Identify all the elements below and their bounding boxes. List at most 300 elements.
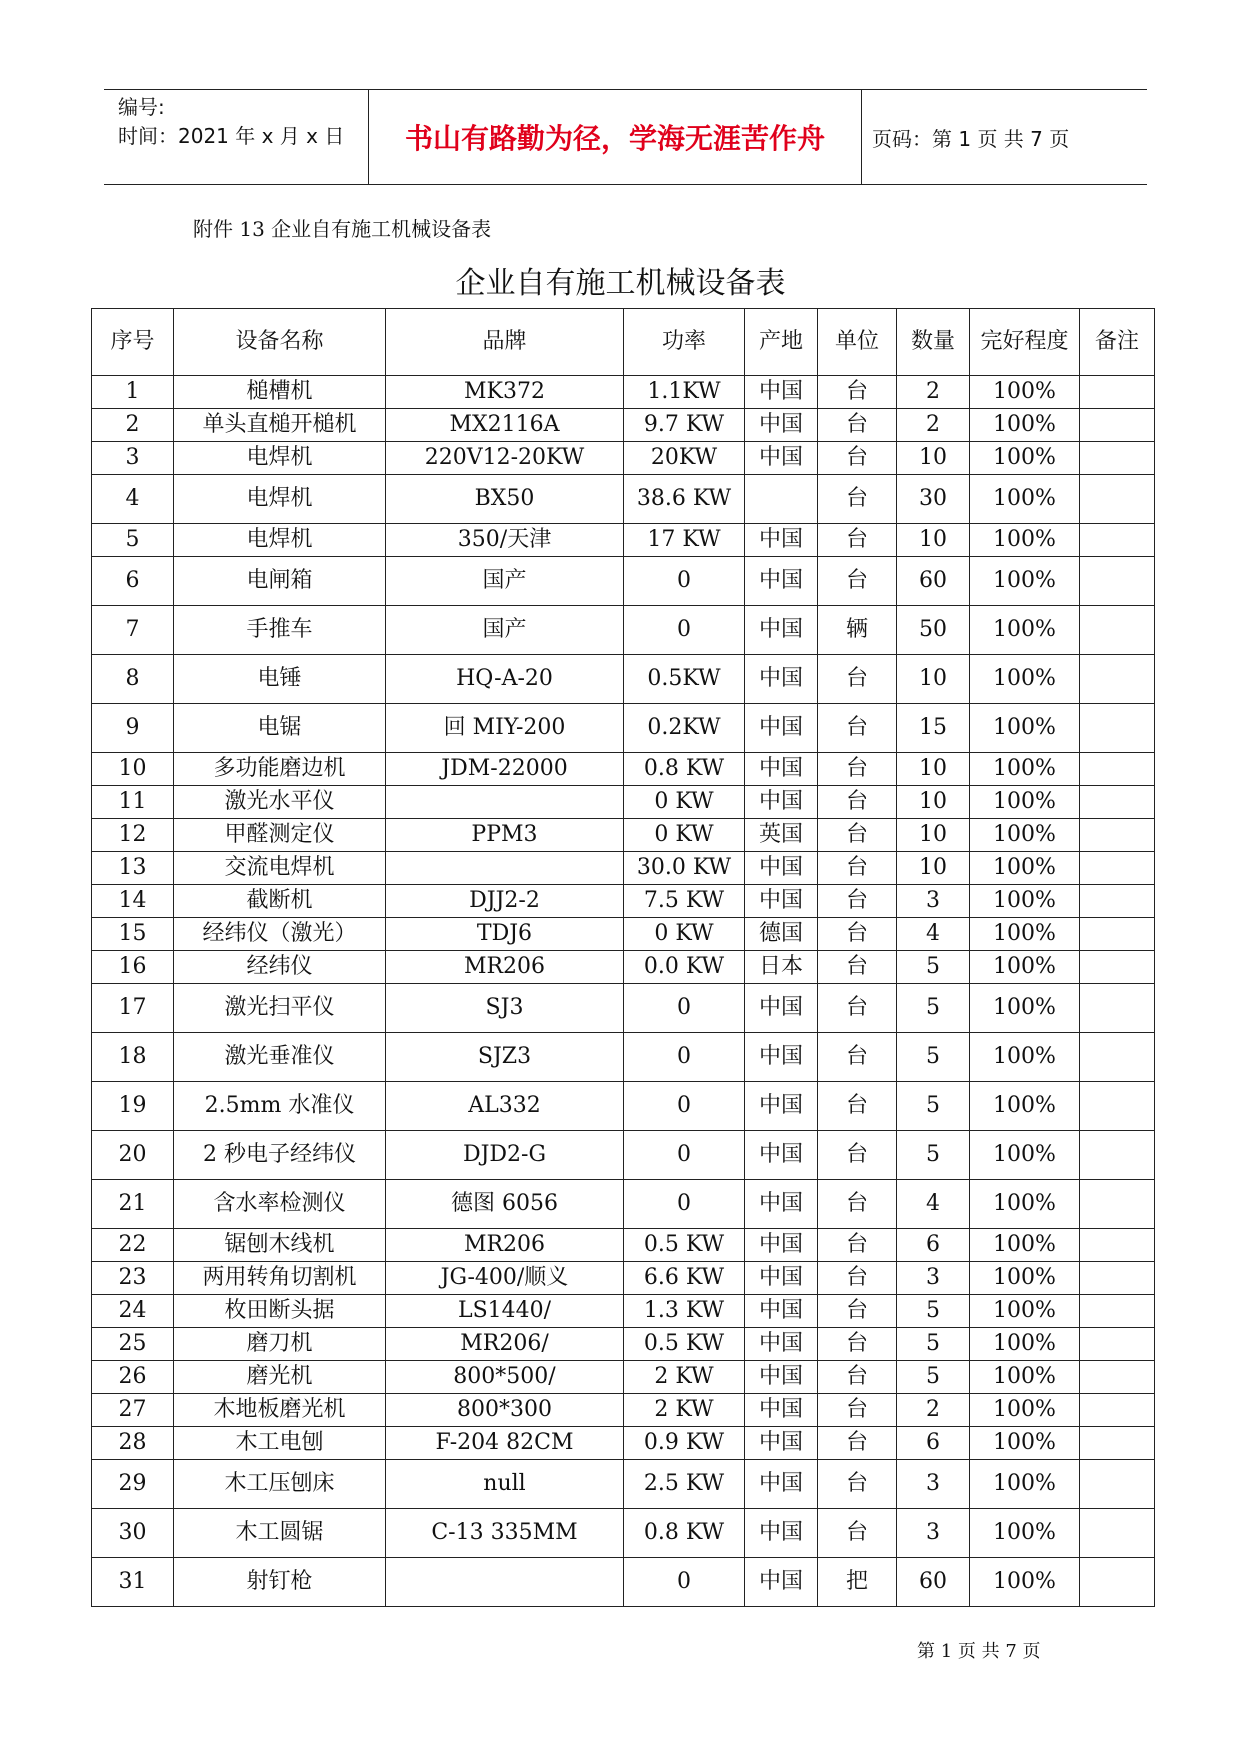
cell-qty: 5 — [897, 1082, 970, 1131]
cell-name: 电锤 — [174, 655, 386, 704]
cell-origin: 中国 — [745, 409, 818, 442]
cell-name: 电焊机 — [174, 442, 386, 475]
cell-origin: 中国 — [745, 1082, 818, 1131]
cell-qty: 10 — [897, 524, 970, 557]
cell-condition: 100% — [970, 786, 1080, 819]
cell-name: 电闸箱 — [174, 557, 386, 606]
cell-condition: 100% — [970, 376, 1080, 409]
cell-note — [1080, 376, 1155, 409]
cell-origin: 中国 — [745, 1229, 818, 1262]
cell-brand: SJZ3 — [386, 1033, 624, 1082]
cell-brand: 800*300 — [386, 1394, 624, 1427]
cell-power: 6.6 KW — [624, 1262, 745, 1295]
cell-condition: 100% — [970, 1460, 1080, 1509]
document-title: 企业自有施工机械设备表 — [455, 266, 786, 301]
cell-qty: 5 — [897, 1033, 970, 1082]
cell-name: 木工压刨床 — [174, 1460, 386, 1509]
cell-power: 0.8 KW — [624, 753, 745, 786]
cell-condition: 100% — [970, 1131, 1080, 1180]
cell-qty: 60 — [897, 1558, 970, 1607]
cell-brand — [386, 852, 624, 885]
cell-name: 射钉枪 — [174, 1558, 386, 1607]
cell-power: 0 — [624, 1558, 745, 1607]
table-row — [92, 1558, 1155, 1607]
table-row — [92, 1509, 1155, 1558]
cell-no: 12 — [92, 819, 174, 852]
cell-unit: 台 — [818, 475, 897, 524]
cell-power: 0 KW — [624, 786, 745, 819]
cell-name: 激光垂准仪 — [174, 1033, 386, 1082]
cell-name: 两用转角切割机 — [174, 1262, 386, 1295]
cell-condition: 100% — [970, 1180, 1080, 1229]
cell-origin: 中国 — [745, 1180, 818, 1229]
cell-unit: 台 — [818, 984, 897, 1033]
cell-qty: 3 — [897, 885, 970, 918]
cell-name: 单头直槌开槌机 — [174, 409, 386, 442]
cell-brand: MR206 — [386, 1229, 624, 1262]
cell-note — [1080, 442, 1155, 475]
cell-condition: 100% — [970, 606, 1080, 655]
cell-power: 0 KW — [624, 918, 745, 951]
table-row — [92, 1229, 1155, 1262]
cell-condition: 100% — [970, 655, 1080, 704]
cell-no: 17 — [92, 984, 174, 1033]
cell-name: 含水率检测仪 — [174, 1180, 386, 1229]
cell-no: 15 — [92, 918, 174, 951]
cell-no: 8 — [92, 655, 174, 704]
cell-qty: 3 — [897, 1262, 970, 1295]
cell-unit: 台 — [818, 753, 897, 786]
code-label: 编号: — [118, 95, 165, 119]
equipment-table — [91, 308, 1155, 1607]
cell-unit: 台 — [818, 1131, 897, 1180]
table-row — [92, 606, 1155, 655]
cell-no: 3 — [92, 442, 174, 475]
cell-condition: 100% — [970, 951, 1080, 984]
cell-no: 26 — [92, 1361, 174, 1394]
cell-power: 2 KW — [624, 1361, 745, 1394]
table-row — [92, 1295, 1155, 1328]
cell-brand: MR206/ — [386, 1328, 624, 1361]
cell-qty: 5 — [897, 984, 970, 1033]
cell-condition: 100% — [970, 442, 1080, 475]
cell-brand: PPM3 — [386, 819, 624, 852]
cell-origin: 中国 — [745, 984, 818, 1033]
cell-power: 0 KW — [624, 819, 745, 852]
cell-qty: 4 — [897, 1180, 970, 1229]
cell-qty: 2 — [897, 409, 970, 442]
col-header-qty: 数量 — [897, 309, 970, 376]
cell-name: 木地板磨光机 — [174, 1394, 386, 1427]
cell-brand: SJ3 — [386, 984, 624, 1033]
cell-note — [1080, 1509, 1155, 1558]
cell-origin: 德国 — [745, 918, 818, 951]
cell-unit: 台 — [818, 918, 897, 951]
cell-power: 0.0 KW — [624, 951, 745, 984]
cell-unit: 台 — [818, 1509, 897, 1558]
cell-unit: 台 — [818, 655, 897, 704]
cell-name: 磨光机 — [174, 1361, 386, 1394]
table-row — [92, 376, 1155, 409]
cell-no: 24 — [92, 1295, 174, 1328]
cell-brand: 德图 6056 — [386, 1180, 624, 1229]
cell-name: 截断机 — [174, 885, 386, 918]
cell-note — [1080, 1558, 1155, 1607]
cell-brand: LS1440/ — [386, 1295, 624, 1328]
col-header-no: 序号 — [92, 309, 174, 376]
cell-power: 0 — [624, 1131, 745, 1180]
cell-note — [1080, 606, 1155, 655]
cell-note — [1080, 918, 1155, 951]
cell-qty: 15 — [897, 704, 970, 753]
cell-name: 木工圆锯 — [174, 1509, 386, 1558]
cell-note — [1080, 1131, 1155, 1180]
header-motto: 书山有路勤为径，学海无涯苦作舟 — [404, 122, 825, 155]
cell-name: 交流电焊机 — [174, 852, 386, 885]
cell-power: 2 KW — [624, 1394, 745, 1427]
cell-power: 7.5 KW — [624, 885, 745, 918]
col-header-brand: 品牌 — [386, 309, 624, 376]
table-row — [92, 475, 1155, 524]
cell-brand: 回 MIY-200 — [386, 704, 624, 753]
cell-note — [1080, 1394, 1155, 1427]
cell-note — [1080, 1295, 1155, 1328]
cell-qty: 10 — [897, 819, 970, 852]
cell-condition: 100% — [970, 409, 1080, 442]
cell-origin: 中国 — [745, 1427, 818, 1460]
cell-origin: 中国 — [745, 1295, 818, 1328]
cell-no: 22 — [92, 1229, 174, 1262]
cell-unit: 辆 — [818, 606, 897, 655]
cell-qty: 2 — [897, 1394, 970, 1427]
cell-condition: 100% — [970, 885, 1080, 918]
cell-qty: 30 — [897, 475, 970, 524]
cell-qty: 5 — [897, 1131, 970, 1180]
cell-qty: 3 — [897, 1509, 970, 1558]
page-footer: 第 1 页 共 7 页 — [917, 1641, 1041, 1662]
cell-no: 21 — [92, 1180, 174, 1229]
table-header-row — [92, 309, 1155, 376]
cell-origin: 中国 — [745, 1509, 818, 1558]
cell-power: 0.9 KW — [624, 1427, 745, 1460]
cell-name: 多功能磨边机 — [174, 753, 386, 786]
cell-note — [1080, 655, 1155, 704]
cell-brand: F-204 82CM — [386, 1427, 624, 1460]
cell-qty: 3 — [897, 1460, 970, 1509]
cell-origin — [745, 475, 818, 524]
header-meta — [118, 93, 344, 151]
cell-brand: JDM-22000 — [386, 753, 624, 786]
table-row — [92, 557, 1155, 606]
cell-power: 0 — [624, 1180, 745, 1229]
header-page-number: 页码：第 1 页 共 7 页 — [872, 126, 1070, 151]
cell-brand: HQ-A-20 — [386, 655, 624, 704]
cell-note — [1080, 704, 1155, 753]
col-header-power: 功率 — [624, 309, 745, 376]
cell-condition: 100% — [970, 819, 1080, 852]
cell-brand: null — [386, 1460, 624, 1509]
cell-unit: 台 — [818, 819, 897, 852]
cell-condition: 100% — [970, 753, 1080, 786]
cell-note — [1080, 786, 1155, 819]
cell-origin: 中国 — [745, 1328, 818, 1361]
cell-condition: 100% — [970, 1262, 1080, 1295]
table-row — [92, 852, 1155, 885]
cell-note — [1080, 1229, 1155, 1262]
cell-condition: 100% — [970, 524, 1080, 557]
cell-name: 电焊机 — [174, 475, 386, 524]
cell-qty: 60 — [897, 557, 970, 606]
cell-origin: 中国 — [745, 1558, 818, 1607]
cell-no: 31 — [92, 1558, 174, 1607]
cell-qty: 2 — [897, 376, 970, 409]
cell-condition: 100% — [970, 1295, 1080, 1328]
col-header-note: 备注 — [1080, 309, 1155, 376]
cell-brand: 220V12-20KW — [386, 442, 624, 475]
cell-brand: 国产 — [386, 606, 624, 655]
cell-brand: MK372 — [386, 376, 624, 409]
cell-brand: TDJ6 — [386, 918, 624, 951]
cell-note — [1080, 1427, 1155, 1460]
cell-power: 0 — [624, 1033, 745, 1082]
cell-brand: JG-400/顺义 — [386, 1262, 624, 1295]
cell-unit: 台 — [818, 442, 897, 475]
cell-unit: 台 — [818, 1427, 897, 1460]
cell-power: 0.5KW — [624, 655, 745, 704]
cell-qty: 5 — [897, 1295, 970, 1328]
cell-power: 0.5 KW — [624, 1229, 745, 1262]
cell-note — [1080, 1033, 1155, 1082]
col-header-origin: 产地 — [745, 309, 818, 376]
cell-qty: 10 — [897, 655, 970, 704]
cell-note — [1080, 475, 1155, 524]
cell-power: 0 — [624, 984, 745, 1033]
cell-unit: 台 — [818, 1180, 897, 1229]
table-row — [92, 1361, 1155, 1394]
cell-no: 4 — [92, 475, 174, 524]
cell-name: 电焊机 — [174, 524, 386, 557]
cell-name: 磨刀机 — [174, 1328, 386, 1361]
cell-qty: 4 — [897, 918, 970, 951]
cell-no: 18 — [92, 1033, 174, 1082]
cell-condition: 100% — [970, 704, 1080, 753]
cell-unit: 台 — [818, 409, 897, 442]
cell-power: 1.3 KW — [624, 1295, 745, 1328]
cell-origin: 中国 — [745, 606, 818, 655]
cell-no: 13 — [92, 852, 174, 885]
cell-no: 9 — [92, 704, 174, 753]
cell-origin: 中国 — [745, 1033, 818, 1082]
table-body — [92, 376, 1155, 1607]
table-row — [92, 819, 1155, 852]
cell-qty: 6 — [897, 1427, 970, 1460]
cell-unit: 台 — [818, 885, 897, 918]
cell-condition: 100% — [970, 1033, 1080, 1082]
table-row — [92, 442, 1155, 475]
cell-no: 20 — [92, 1131, 174, 1180]
table-row — [92, 1033, 1155, 1082]
cell-condition: 100% — [970, 475, 1080, 524]
cell-note — [1080, 524, 1155, 557]
cell-origin: 中国 — [745, 442, 818, 475]
cell-power: 0.2KW — [624, 704, 745, 753]
col-header-unit: 单位 — [818, 309, 897, 376]
cell-origin: 中国 — [745, 852, 818, 885]
cell-unit: 台 — [818, 786, 897, 819]
cell-no: 1 — [92, 376, 174, 409]
attachment-label: 附件 13 企业自有施工机械设备表 — [193, 217, 492, 241]
cell-power: 38.6 KW — [624, 475, 745, 524]
cell-origin: 中国 — [745, 704, 818, 753]
time-label: 时间：2021 年 x 月 x 日 — [118, 124, 345, 148]
table-row — [92, 655, 1155, 704]
cell-unit: 台 — [818, 1394, 897, 1427]
cell-no: 30 — [92, 1509, 174, 1558]
cell-brand — [386, 786, 624, 819]
cell-unit: 台 — [818, 704, 897, 753]
cell-origin: 日本 — [745, 951, 818, 984]
cell-name: 手推车 — [174, 606, 386, 655]
cell-qty: 10 — [897, 442, 970, 475]
cell-condition: 100% — [970, 1558, 1080, 1607]
table-row — [92, 1394, 1155, 1427]
page-header — [104, 89, 1147, 185]
cell-name: 电锯 — [174, 704, 386, 753]
col-header-name: 设备名称 — [174, 309, 386, 376]
cell-no: 19 — [92, 1082, 174, 1131]
cell-unit: 把 — [818, 1558, 897, 1607]
cell-condition: 100% — [970, 984, 1080, 1033]
cell-origin: 英国 — [745, 819, 818, 852]
cell-origin: 中国 — [745, 1460, 818, 1509]
cell-unit: 台 — [818, 1229, 897, 1262]
cell-brand: BX50 — [386, 475, 624, 524]
table-row — [92, 1082, 1155, 1131]
cell-no: 10 — [92, 753, 174, 786]
cell-power: 0 — [624, 1082, 745, 1131]
cell-no: 5 — [92, 524, 174, 557]
cell-unit: 台 — [818, 1262, 897, 1295]
cell-brand: MR206 — [386, 951, 624, 984]
cell-condition: 100% — [970, 852, 1080, 885]
cell-no: 16 — [92, 951, 174, 984]
cell-brand: AL332 — [386, 1082, 624, 1131]
cell-qty: 50 — [897, 606, 970, 655]
cell-no: 2 — [92, 409, 174, 442]
cell-condition: 100% — [970, 557, 1080, 606]
cell-qty: 5 — [897, 1328, 970, 1361]
cell-note — [1080, 984, 1155, 1033]
cell-unit: 台 — [818, 1295, 897, 1328]
cell-unit: 台 — [818, 557, 897, 606]
table-row — [92, 918, 1155, 951]
cell-brand: MX2116A — [386, 409, 624, 442]
cell-unit: 台 — [818, 951, 897, 984]
cell-origin: 中国 — [745, 655, 818, 704]
table-row — [92, 1328, 1155, 1361]
cell-power: 0.5 KW — [624, 1328, 745, 1361]
table-row — [92, 984, 1155, 1033]
cell-no: 11 — [92, 786, 174, 819]
cell-name: 2.5mm 水准仪 — [174, 1082, 386, 1131]
cell-qty: 10 — [897, 852, 970, 885]
cell-condition: 100% — [970, 1082, 1080, 1131]
table-row — [92, 1131, 1155, 1180]
table-row — [92, 1460, 1155, 1509]
cell-power: 0.8 KW — [624, 1509, 745, 1558]
cell-power: 9.7 KW — [624, 409, 745, 442]
cell-name: 木工电刨 — [174, 1427, 386, 1460]
cell-brand: 800*500/ — [386, 1361, 624, 1394]
cell-no: 23 — [92, 1262, 174, 1295]
cell-origin: 中国 — [745, 1131, 818, 1180]
cell-no: 29 — [92, 1460, 174, 1509]
cell-note — [1080, 852, 1155, 885]
cell-note — [1080, 1460, 1155, 1509]
cell-origin: 中国 — [745, 885, 818, 918]
cell-name: 枚田断头据 — [174, 1295, 386, 1328]
cell-origin: 中国 — [745, 753, 818, 786]
cell-power: 17 KW — [624, 524, 745, 557]
header-divider — [861, 90, 862, 184]
cell-brand: DJD2-G — [386, 1131, 624, 1180]
cell-condition: 100% — [970, 918, 1080, 951]
cell-qty: 10 — [897, 786, 970, 819]
cell-brand: 国产 — [386, 557, 624, 606]
cell-note — [1080, 885, 1155, 918]
cell-qty: 6 — [897, 1229, 970, 1262]
cell-brand — [386, 1558, 624, 1607]
cell-condition: 100% — [970, 1361, 1080, 1394]
cell-note — [1080, 819, 1155, 852]
cell-unit: 台 — [818, 376, 897, 409]
cell-power: 0 — [624, 557, 745, 606]
cell-no: 14 — [92, 885, 174, 918]
cell-note — [1080, 951, 1155, 984]
cell-note — [1080, 753, 1155, 786]
table-row — [92, 786, 1155, 819]
cell-name: 经纬仪（激光） — [174, 918, 386, 951]
cell-power: 30.0 KW — [624, 852, 745, 885]
table-row — [92, 1180, 1155, 1229]
cell-condition: 100% — [970, 1328, 1080, 1361]
cell-name: 甲醛测定仪 — [174, 819, 386, 852]
cell-qty: 5 — [897, 951, 970, 984]
cell-unit: 台 — [818, 852, 897, 885]
cell-origin: 中国 — [745, 524, 818, 557]
cell-unit: 台 — [818, 1082, 897, 1131]
cell-no: 6 — [92, 557, 174, 606]
cell-condition: 100% — [970, 1394, 1080, 1427]
cell-no: 7 — [92, 606, 174, 655]
cell-note — [1080, 409, 1155, 442]
table-row — [92, 524, 1155, 557]
cell-name: 2 秒电子经纬仪 — [174, 1131, 386, 1180]
table-row — [92, 951, 1155, 984]
cell-name: 激光扫平仪 — [174, 984, 386, 1033]
cell-unit: 台 — [818, 1328, 897, 1361]
cell-no: 27 — [92, 1394, 174, 1427]
cell-origin: 中国 — [745, 1361, 818, 1394]
cell-origin: 中国 — [745, 786, 818, 819]
cell-origin: 中国 — [745, 1262, 818, 1295]
cell-note — [1080, 1180, 1155, 1229]
cell-name: 经纬仪 — [174, 951, 386, 984]
cell-note — [1080, 1082, 1155, 1131]
cell-note — [1080, 557, 1155, 606]
table-row — [92, 753, 1155, 786]
cell-power: 1.1KW — [624, 376, 745, 409]
